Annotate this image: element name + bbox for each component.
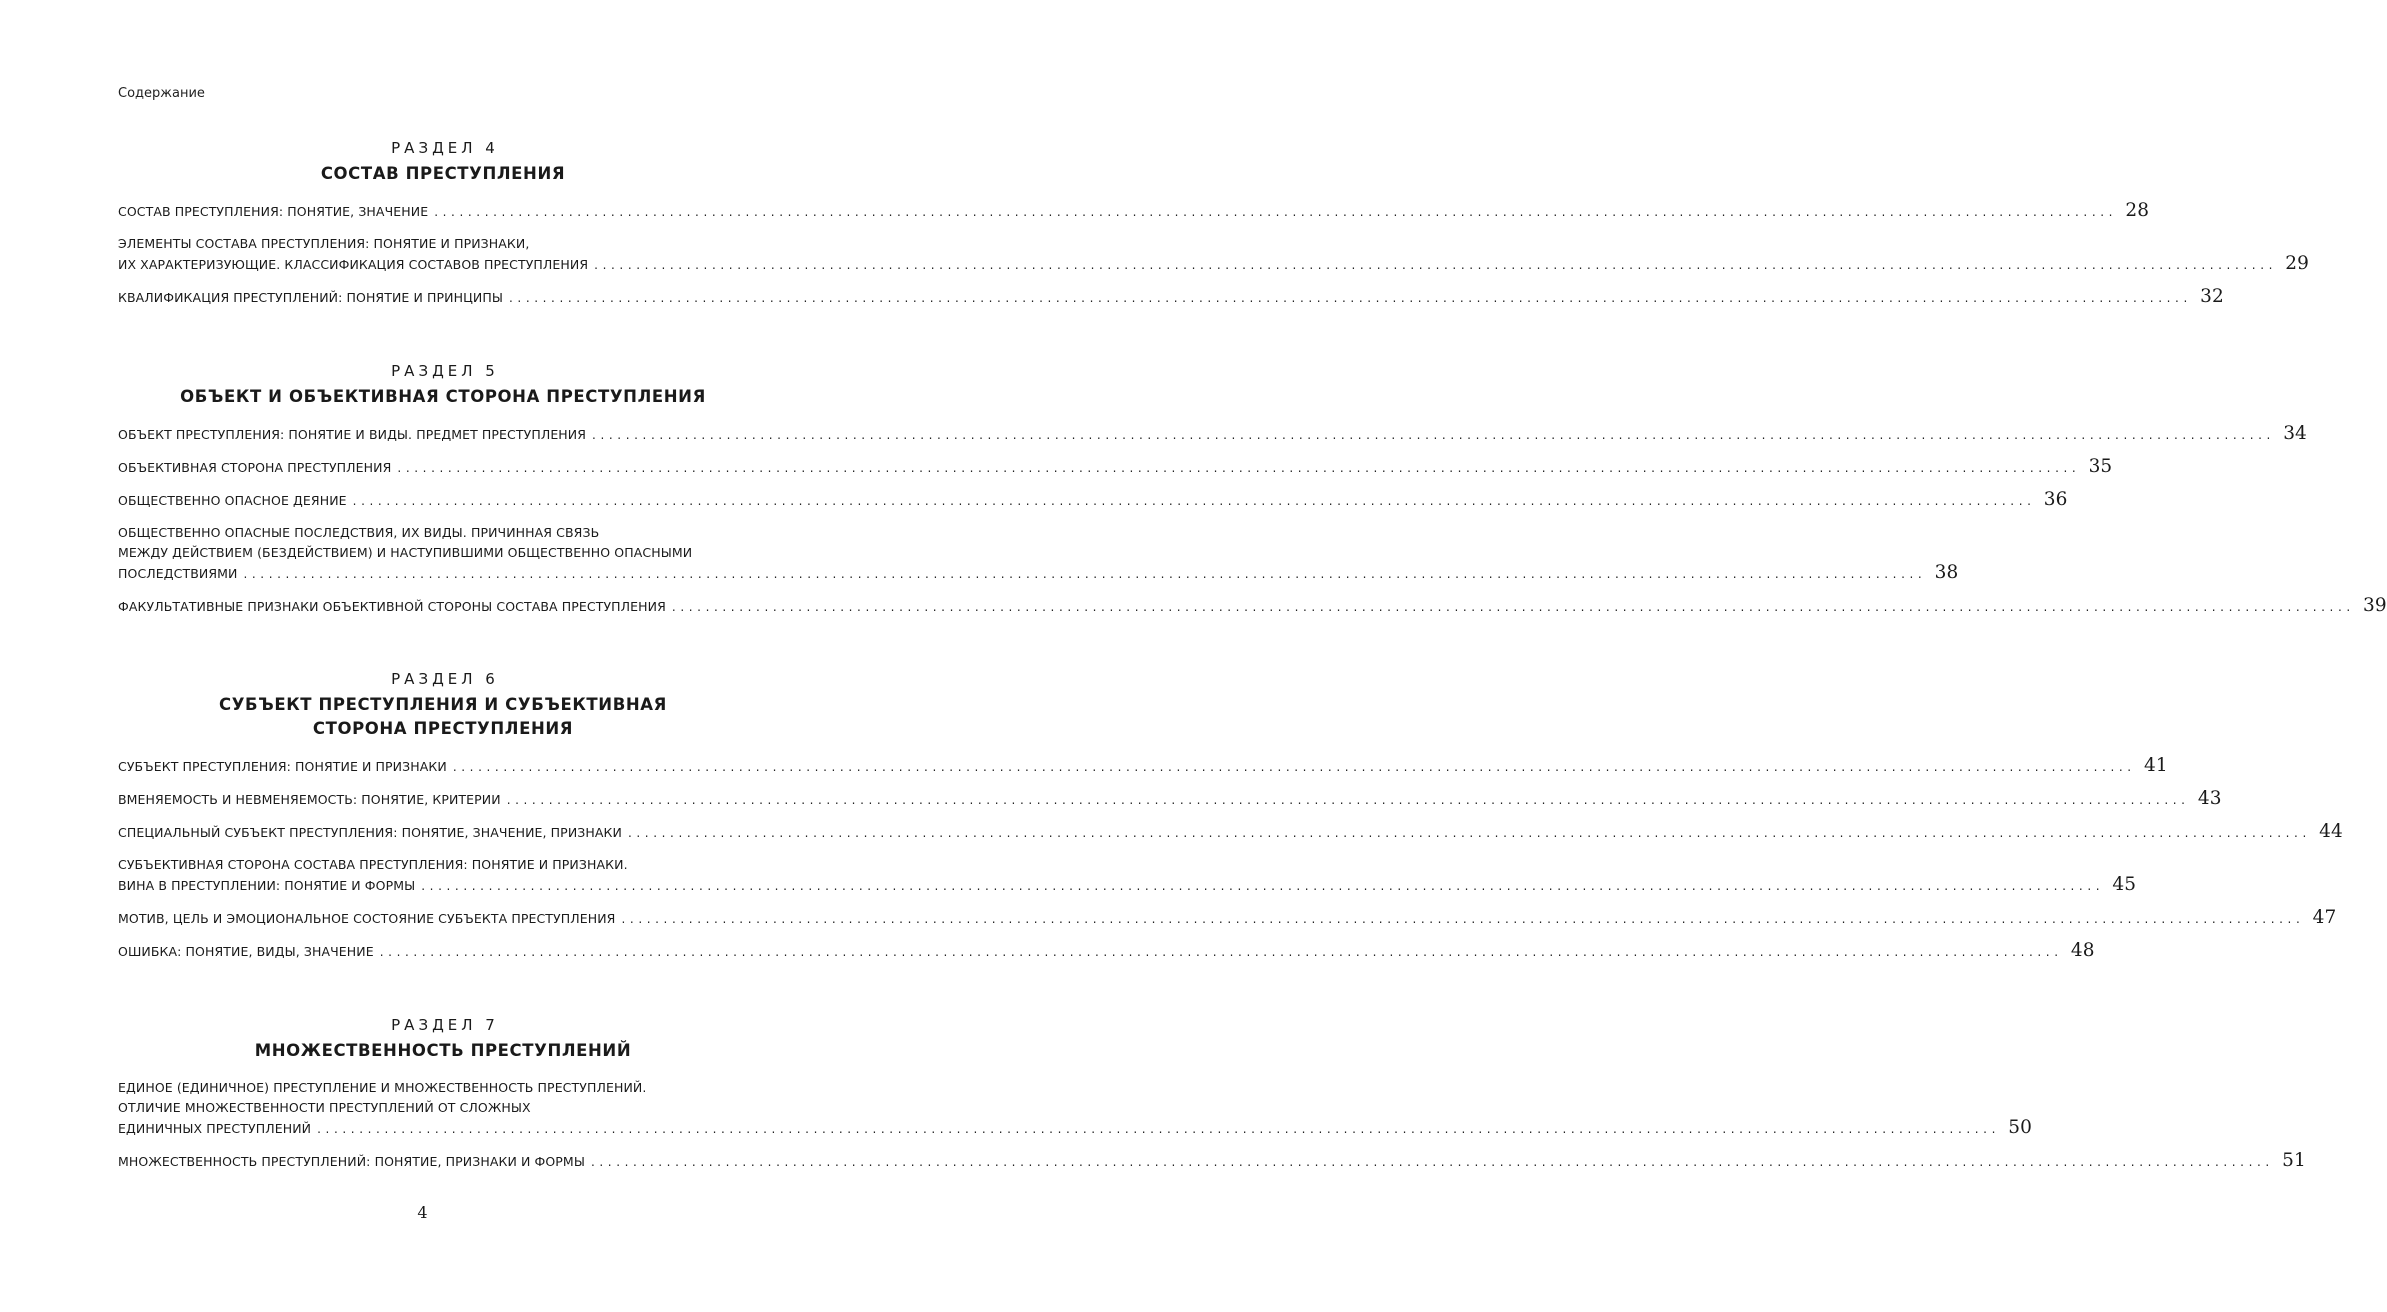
toc-entry-text: СПЕЦИАЛЬНЫЙ СУБЪЕКТ ПРЕСТУПЛЕНИЯ: ПОНЯТИЕ, ЗНАЧЕНИЕ, ПРИЗНАКИ [118,825,622,840]
toc-entry-text: СУБЪЕКТИВНАЯ СТОРОНА СОСТАВА ПРЕСТУПЛЕНИЯ: ПОНЯТИЕ И ПРИЗНАКИ. [118,857,628,872]
page-number: 48 [2070,940,2095,961]
section-5 [118,361,2387,629]
toc-entry-text: ОШИБКА: ПОНЯТИЕ, ВИДЫ, ЗНАЧЕНИЕ [118,944,374,959]
toc-entry-text: ВМЕНЯЕМОСТЬ И НЕВМЕНЯЕМОСТЬ: ПОНЯТИЕ, КРИТЕРИИ [118,792,501,807]
section-title [118,385,768,409]
section-title-line: СТОРОНА ПРЕСТУПЛЕНИЯ [312,719,574,738]
section-title [118,162,768,186]
toc-entry[interactable] [118,489,2068,511]
dot-leader: ........................................................................................................................................................................................................ [590,1155,2274,1169]
section-title [118,1039,768,1063]
toc-entry[interactable] [118,855,2137,896]
toc-entry-text: ИХ ХАРАКТЕРИЗУЮЩИЕ. КЛАССИФИКАЦИЯ СОСТАВОВ ПРЕСТУПЛЕНИЯ [118,257,589,272]
section-title-line: ОБЪЕКТ И ОБЪЕКТИВНАЯ СТОРОНА ПРЕСТУПЛЕНИЯ [180,387,706,406]
section-title [118,693,768,741]
dot-leader: ........................................................................................................................................................................................................ [671,600,2355,614]
dot-leader: ........................................................................................................................................................................................................ [594,258,2278,272]
toc-entry[interactable] [118,821,2343,843]
toc-entry-text: МОТИВ, ЦЕЛЬ И ЭМОЦИОНАЛЬНОЕ СОСТОЯНИЕ СУБЪЕКТА ПРЕСТУПЛЕНИЯ [118,911,616,926]
toc-entry-text: ВИНА В ПРЕСТУПЛЕНИИ: ПОНЯТИЕ И ФОРМЫ [118,878,416,893]
toc-entries [118,755,2343,962]
toc-entry-text: ЭЛЕМЕНТЫ СОСТАВА ПРЕСТУПЛЕНИЯ: ПОНЯТИЕ И ПРИЗНАКИ, [118,236,530,251]
page-number: 45 [2112,874,2137,895]
toc-entry-text: ОБЩЕСТВЕННО ОПАСНОЕ ДЕЯНИЕ [118,493,347,508]
toc-entries [118,423,2387,617]
page-number: 47 [2312,907,2337,928]
toc-entry[interactable] [118,595,2387,617]
toc-entry-text: СОСТАВ ПРЕСТУПЛЕНИЯ: ПОНЯТИЕ, ЗНАЧЕНИЕ [118,204,429,219]
section-title-line: МНОЖЕСТВЕННОСТЬ ПРЕСТУПЛЕНИЙ [254,1041,632,1060]
page-number: 29 [2285,253,2310,274]
page-number: 28 [2125,200,2150,221]
toc-entry[interactable] [118,234,2310,275]
page-number: 44 [2319,821,2343,842]
section-label: РАЗДЕЛ 5 [391,362,499,380]
toc-entry-text: КВАЛИФИКАЦИЯ ПРЕСТУПЛЕНИЙ: ПОНЯТИЕ И ПРИНЦИПЫ [118,290,503,305]
page-number: 43 [2197,788,2222,809]
toc-entry-text: ЕДИНОЕ (ЕДИНИЧНОЕ) ПРЕСТУПЛЕНИЕ И МНОЖЕСТВЕННОСТЬ ПРЕСТУПЛЕНИЙ. [118,1080,647,1095]
page-folio: 4 [417,1203,428,1222]
dot-leader: ........................................................................................................................................................................................................ [621,912,2305,926]
page-number: 51 [2282,1150,2306,1171]
toc-entry-text: ФАКУЛЬТАТИВНЫЕ ПРИЗНАКИ ОБЪЕКТИВНОЙ СТОРОНЫ СОСТАВА ПРЕСТУПЛЕНИЯ [118,599,666,614]
toc-entry-text: МНОЖЕСТВЕННОСТЬ ПРЕСТУПЛЕНИЙ: ПОНЯТИЕ, ПРИЗНАКИ И ФОРМЫ [118,1154,585,1169]
section-4 [118,138,2310,320]
toc-entry[interactable] [118,788,2222,810]
toc-entry-text: ОБЪЕКТИВНАЯ СТОРОНА ПРЕСТУПЛЕНИЯ [118,460,392,475]
dot-leader: ........................................................................................................................................................................................................ [592,428,2275,442]
toc-entry[interactable] [118,286,2224,308]
dot-leader: ........................................................................................................................................................................................................ [243,567,1927,581]
toc-entry[interactable] [118,200,2150,222]
running-head: Содержание [118,86,205,101]
section-6 [118,669,2343,974]
page-number: 50 [2008,1117,2033,1138]
toc-entry[interactable] [118,1078,2033,1139]
page-number: 32 [2200,286,2224,307]
section-title-line: СУБЪЕКТ ПРЕСТУПЛЕНИЯ И СУБЪЕКТИВНАЯ [219,695,667,714]
toc-entry-text: ОБЩЕСТВЕННО ОПАСНЫЕ ПОСЛЕДСТВИЯ, ИХ ВИДЫ. ПРИЧИННАЯ СВЯЗЬ [118,525,600,540]
toc-entry[interactable] [118,755,2168,777]
toc-entry-text: СУБЪЕКТ ПРЕСТУПЛЕНИЯ: ПОНЯТИЕ И ПРИЗНАКИ [118,759,447,774]
toc-entries [118,200,2310,308]
section-label: РАЗДЕЛ 4 [391,139,499,157]
page-number: 35 [2088,456,2113,477]
toc-entry-text: ОБЪЕКТ ПРЕСТУПЛЕНИЯ: ПОНЯТИЕ И ВИДЫ. ПРЕДМЕТ ПРЕСТУПЛЕНИЯ [118,427,587,442]
section-7 [118,1015,2306,1184]
dot-leader: ........................................................................................................................................................................................................ [452,760,2136,774]
page-number: 39 [2363,595,2387,616]
dot-leader: ........................................................................................................................................................................................................ [317,1122,2001,1136]
dot-leader: ........................................................................................................................................................................................................ [379,945,2063,959]
toc-entry-text: ЕДИНИЧНЫХ ПРЕСТУПЛЕНИЙ [118,1121,312,1136]
section-label: РАЗДЕЛ 6 [391,670,499,688]
toc-entry[interactable] [118,940,2095,962]
toc-entry[interactable] [118,523,1959,584]
section-title-line: СОСТАВ ПРЕСТУПЛЕНИЯ [320,164,566,183]
dot-leader: ........................................................................................................................................................................................................ [421,879,2105,893]
toc-entries [118,1078,2306,1172]
dot-leader: ........................................................................................................................................................................................................ [434,205,2118,219]
toc-entry[interactable] [118,907,2337,929]
toc-entry-text: ОТЛИЧИЕ МНОЖЕСТВЕННОСТИ ПРЕСТУПЛЕНИЙ ОТ СЛОЖНЫХ [118,1100,531,1115]
toc-entry[interactable] [118,423,2307,445]
dot-leader: ........................................................................................................................................................................................................ [508,291,2192,305]
toc-entry-text: МЕЖДУ ДЕЙСТВИЕМ (БЕЗДЕЙСТВИЕМ) И НАСТУПИВШИМИ ОБЩЕСТВЕННО ОПАСНЫМИ [118,545,693,560]
section-label: РАЗДЕЛ 7 [391,1016,499,1034]
toc-entry-text: ПОСЛЕДСТВИЯМИ [118,566,238,581]
dot-leader: ........................................................................................................................................................................................................ [352,494,2036,508]
toc-entry[interactable] [118,1150,2306,1172]
page-number: 36 [2043,489,2068,510]
dot-leader: ........................................................................................................................................................................................................ [506,793,2190,807]
page-number: 41 [2143,755,2168,776]
page-number: 34 [2283,423,2307,444]
dot-leader: ........................................................................................................................................................................................................ [627,826,2311,840]
dot-leader: ........................................................................................................................................................................................................ [397,461,2081,475]
toc-entry[interactable] [118,456,2113,478]
page-number: 38 [1934,562,1959,583]
